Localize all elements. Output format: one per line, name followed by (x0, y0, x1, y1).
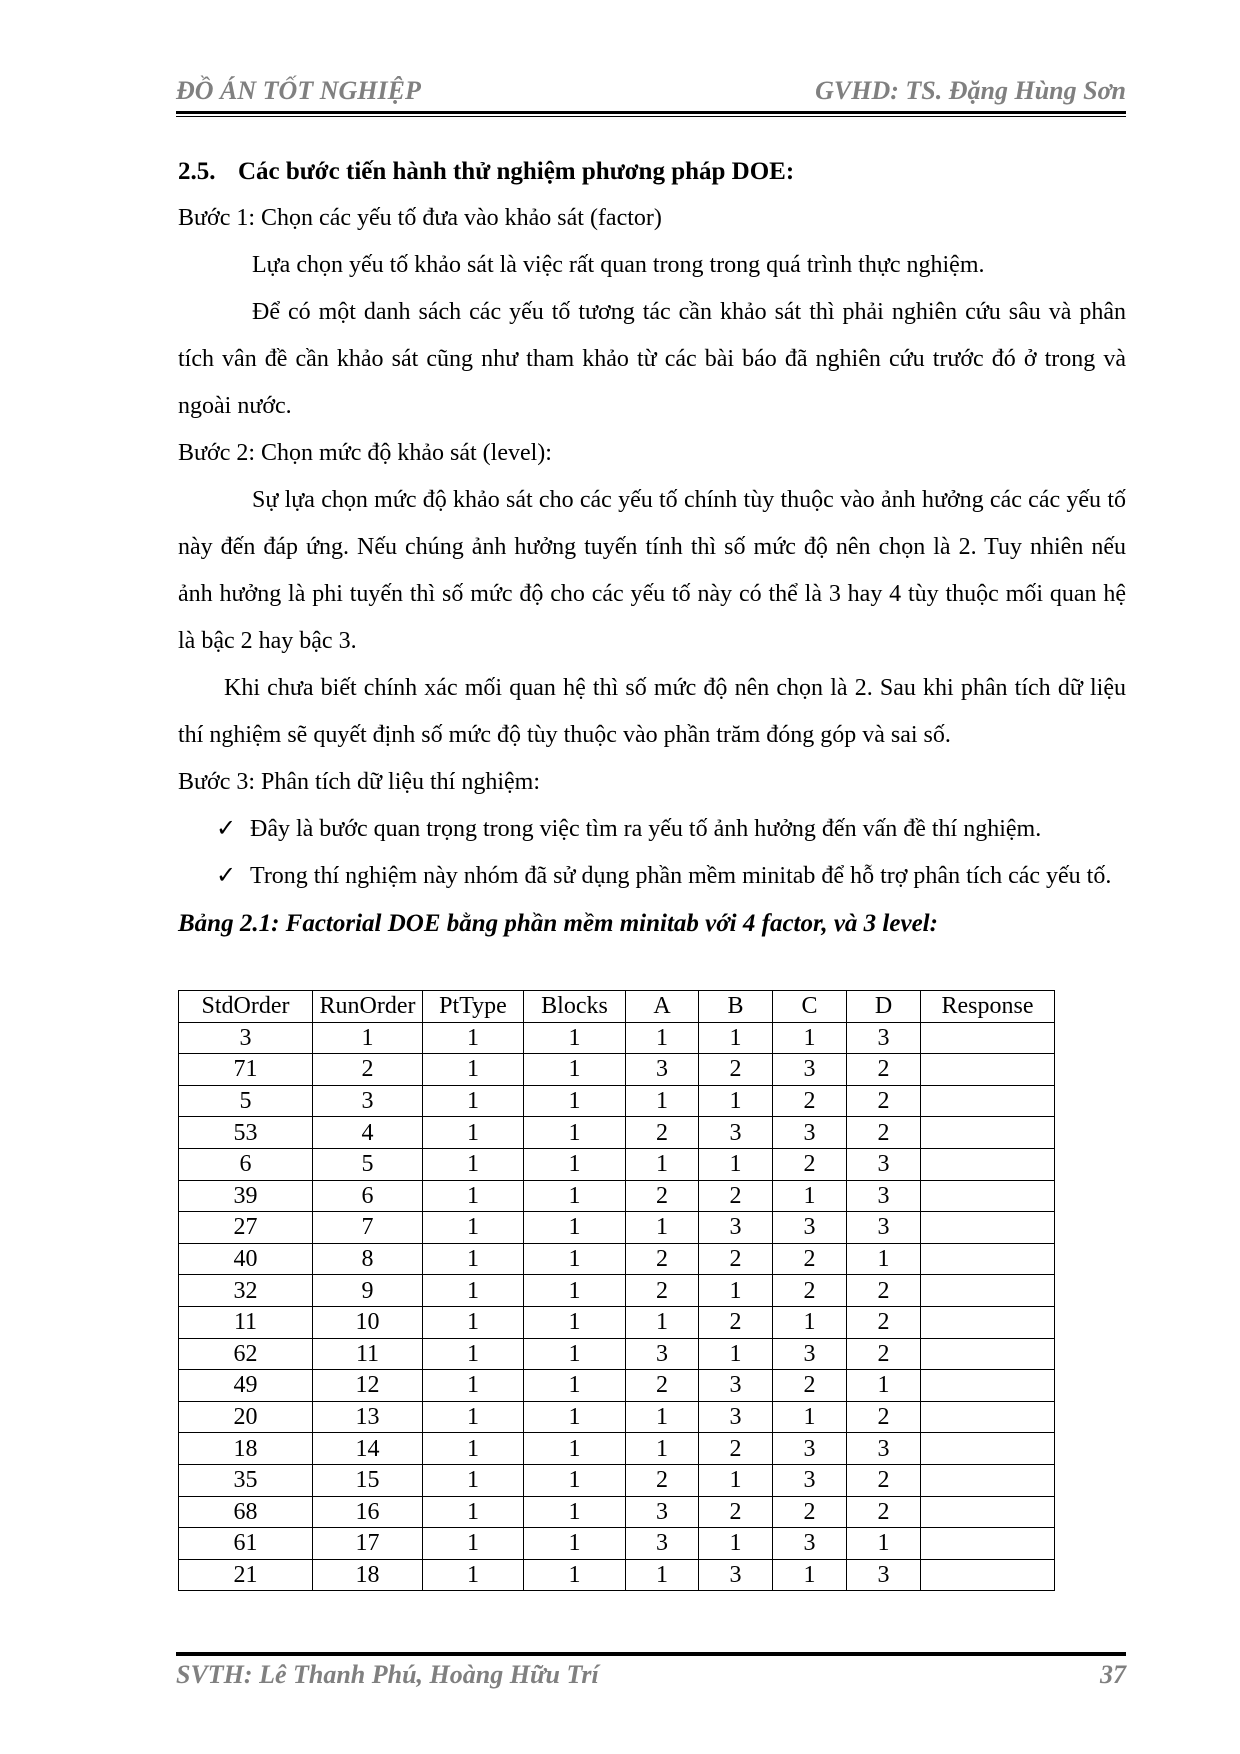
section-number: 2.5. (178, 158, 216, 185)
table-cell: 2 (699, 1433, 773, 1465)
table-cell: 1 (524, 1559, 626, 1591)
table-cell: 1 (423, 1338, 524, 1370)
table-cell (921, 1117, 1055, 1149)
table-cell: 3 (773, 1338, 847, 1370)
table-cell: 3 (773, 1528, 847, 1560)
table-cell: 3 (847, 1022, 921, 1054)
table-cell: 13 (313, 1401, 423, 1433)
table-cell: 1 (699, 1148, 773, 1180)
table-cell (921, 1180, 1055, 1212)
table-row (179, 1559, 1055, 1591)
table-row (179, 1528, 1055, 1560)
table-caption: Bảng 2.1: Factorial DOE bằng phần mềm minitab với 4 factor, và 3 level: (178, 910, 938, 937)
header-divider-thin (176, 116, 1126, 117)
table-cell: 1 (847, 1370, 921, 1402)
step-2-heading: Bước 2: Chọn mức độ khảo sát (level): (178, 440, 552, 466)
table-cell: 1 (699, 1338, 773, 1370)
table-cell: 1 (524, 1117, 626, 1149)
table-cell: 1 (524, 1022, 626, 1054)
table-cell: 53 (179, 1117, 313, 1149)
table-cell: 1 (524, 1243, 626, 1275)
table-cell: 2 (773, 1085, 847, 1117)
table-cell: 12 (313, 1370, 423, 1402)
table-cell: 1 (423, 1212, 524, 1244)
table-cell: 3 (773, 1117, 847, 1149)
table-cell (921, 1401, 1055, 1433)
table-cell: 1 (699, 1275, 773, 1307)
table-cell: 1 (699, 1464, 773, 1496)
header-thesis-label: ĐỒ ÁN TỐT NGHIỆP (176, 76, 421, 105)
step-1-heading: Bước 1: Chọn các yếu tố đưa vào khảo sát (factor) (178, 205, 662, 231)
table-cell: 1 (423, 1464, 524, 1496)
table-row (179, 1180, 1055, 1212)
table-cell: 21 (179, 1559, 313, 1591)
table-cell: 20 (179, 1401, 313, 1433)
page-header (176, 70, 1126, 114)
table-cell: 3 (773, 1464, 847, 1496)
table-cell: 1 (524, 1496, 626, 1528)
table-cell: 1 (773, 1306, 847, 1338)
table-cell: 3 (699, 1117, 773, 1149)
table-cell: 1 (423, 1243, 524, 1275)
table-cell: 32 (179, 1275, 313, 1307)
table-row (179, 1054, 1055, 1086)
table-row (179, 1464, 1055, 1496)
table-cell: 1 (847, 1243, 921, 1275)
table-cell: 7 (313, 1212, 423, 1244)
table-cell (921, 1212, 1055, 1244)
table-cell (921, 1464, 1055, 1496)
table-cell: 1 (423, 1559, 524, 1591)
bullet-text-2: Trong thí nghiệm này nhóm đã sử dụng phần mềm minitab để hỗ trợ phân tích các yếu tố. (250, 863, 1112, 889)
page-footer (176, 1658, 1126, 1702)
table-row (179, 1212, 1055, 1244)
table-cell: 18 (313, 1559, 423, 1591)
table-cell: 6 (179, 1148, 313, 1180)
table-cell (921, 1370, 1055, 1402)
table-cell: 2 (626, 1464, 699, 1496)
table-cell: 1 (423, 1528, 524, 1560)
section-heading (178, 148, 1126, 195)
header-divider (176, 111, 1126, 114)
table-cell: 8 (313, 1243, 423, 1275)
table-cell: 3 (847, 1148, 921, 1180)
table-cell: 1 (524, 1433, 626, 1465)
table-cell: 3 (626, 1054, 699, 1086)
table-cell: 61 (179, 1528, 313, 1560)
table-cell (921, 1148, 1055, 1180)
table-cell: 71 (179, 1054, 313, 1086)
table-cell: 14 (313, 1433, 423, 1465)
table-cell: 1 (423, 1401, 524, 1433)
table-cell: 1 (524, 1148, 626, 1180)
col-header: StdOrder (179, 991, 313, 1023)
table-row (179, 1401, 1055, 1433)
table-cell: 3 (626, 1528, 699, 1560)
table-cell: 3 (847, 1180, 921, 1212)
table-cell: 1 (524, 1275, 626, 1307)
section-title: Các bước tiến hành thử nghiệm phương pháp DOE: (238, 158, 795, 185)
col-header: RunOrder (313, 991, 423, 1023)
table-cell: 1 (524, 1306, 626, 1338)
table-cell: 16 (313, 1496, 423, 1528)
table-cell: 35 (179, 1464, 313, 1496)
table-row (179, 1338, 1055, 1370)
table-cell: 3 (699, 1401, 773, 1433)
paragraph-3: Sự lựa chọn mức độ khảo sát cho các yếu tố chính tùy thuộc vào ảnh hưởng các các yếu tố này đến đáp ứng. Nếu chúng ảnh hưởng tuyến tính thì số mức độ nên chọn là 2. Tuy nhiên nếu ảnh hưởng là phi tuyến thì số mức độ cho các yếu tố này có thể là 3 hay 4 tùy thuộc mối quan hệ là bậc 2 hay bậc 3. (178, 487, 1126, 654)
table-cell: 1 (626, 1085, 699, 1117)
table-cell: 1 (773, 1559, 847, 1591)
col-header: A (626, 991, 699, 1023)
table-cell: 2 (699, 1306, 773, 1338)
table-row (179, 1433, 1055, 1465)
table-cell: 1 (699, 1528, 773, 1560)
table-cell: 2 (626, 1370, 699, 1402)
table-cell: 1 (423, 1275, 524, 1307)
table-cell: 1 (626, 1148, 699, 1180)
table-cell: 1 (524, 1401, 626, 1433)
table-cell: 1 (423, 1117, 524, 1149)
table-cell: 3 (773, 1212, 847, 1244)
table-cell: 1 (423, 1306, 524, 1338)
table-cell (921, 1433, 1055, 1465)
table-cell: 2 (773, 1496, 847, 1528)
table-cell: 2 (699, 1243, 773, 1275)
table-cell: 3 (773, 1054, 847, 1086)
col-header: B (699, 991, 773, 1023)
table-cell: 2 (699, 1180, 773, 1212)
table-cell (921, 1559, 1055, 1591)
col-header: Blocks (524, 991, 626, 1023)
table-row (179, 1370, 1055, 1402)
header-advisor: GVHD: TS. Đặng Hùng Sơn (815, 76, 1126, 105)
table-cell: 40 (179, 1243, 313, 1275)
table-cell: 2 (847, 1117, 921, 1149)
table-cell: 1 (423, 1433, 524, 1465)
table-cell: 2 (773, 1370, 847, 1402)
table-cell: 1 (313, 1022, 423, 1054)
bullet-item-2 (178, 853, 1126, 900)
table-cell: 1 (524, 1338, 626, 1370)
table-cell (921, 1306, 1055, 1338)
table-cell: 1 (626, 1559, 699, 1591)
table-cell: 2 (626, 1275, 699, 1307)
table-cell: 11 (313, 1338, 423, 1370)
footer-divider (176, 1652, 1126, 1656)
table-cell: 1 (423, 1180, 524, 1212)
table-cell: 1 (626, 1306, 699, 1338)
table-row (179, 1085, 1055, 1117)
table-cell: 1 (626, 1401, 699, 1433)
table-header-row (179, 991, 1055, 1023)
table-cell: 68 (179, 1496, 313, 1528)
table-cell: 1 (699, 1022, 773, 1054)
table-row (179, 1306, 1055, 1338)
table-row (179, 1148, 1055, 1180)
col-header: Response (921, 991, 1055, 1023)
table-row (179, 1243, 1055, 1275)
table-cell: 5 (313, 1148, 423, 1180)
bullet-item-1 (178, 806, 1126, 853)
table-cell: 3 (626, 1338, 699, 1370)
footer-students: SVTH: Lê Thanh Phú, Hoàng Hữu Trí (176, 1660, 599, 1689)
table-cell (921, 1054, 1055, 1086)
page-number: 37 (1100, 1660, 1126, 1689)
table-cell: 4 (313, 1117, 423, 1149)
table-cell: 1 (699, 1085, 773, 1117)
doe-table (178, 990, 1055, 1591)
table-cell: 2 (626, 1243, 699, 1275)
table-cell: 9 (313, 1275, 423, 1307)
table-cell (921, 1338, 1055, 1370)
table-cell: 1 (423, 1054, 524, 1086)
table-cell: 3 (699, 1370, 773, 1402)
table-body (179, 1022, 1055, 1591)
checkmark-icon: ✓ (216, 816, 237, 842)
step-3-heading: Bước 3: Phân tích dữ liệu thí nghiệm: (178, 769, 541, 795)
table-cell: 2 (847, 1338, 921, 1370)
table-cell: 62 (179, 1338, 313, 1370)
table-cell: 18 (179, 1433, 313, 1465)
table-cell (921, 1243, 1055, 1275)
table-cell: 1 (423, 1148, 524, 1180)
table-cell: 2 (847, 1496, 921, 1528)
table-cell: 2 (847, 1306, 921, 1338)
table-cell (921, 1085, 1055, 1117)
table-row (179, 1117, 1055, 1149)
table-cell: 3 (179, 1022, 313, 1054)
table-cell: 2 (773, 1275, 847, 1307)
table-cell: 1 (524, 1180, 626, 1212)
bullet-text-1: Đây là bước quan trọng trong việc tìm ra yếu tố ảnh hưởng đến vấn đề thí nghiệm. (250, 816, 1042, 842)
table-cell: 1 (524, 1528, 626, 1560)
table-cell: 1 (773, 1022, 847, 1054)
col-header: PtType (423, 991, 524, 1023)
table-cell: 3 (847, 1433, 921, 1465)
table-cell: 5 (179, 1085, 313, 1117)
table-cell: 1 (524, 1370, 626, 1402)
table-cell: 17 (313, 1528, 423, 1560)
table-cell: 2 (773, 1243, 847, 1275)
table-cell: 1 (773, 1180, 847, 1212)
table-cell: 2 (773, 1148, 847, 1180)
table-cell: 2 (847, 1401, 921, 1433)
table-cell: 1 (524, 1212, 626, 1244)
table-cell: 10 (313, 1306, 423, 1338)
table-cell: 3 (847, 1212, 921, 1244)
table-cell: 39 (179, 1180, 313, 1212)
table-cell: 11 (179, 1306, 313, 1338)
table-cell: 2 (847, 1275, 921, 1307)
table-cell: 6 (313, 1180, 423, 1212)
table-cell: 3 (626, 1496, 699, 1528)
table-cell: 1 (847, 1528, 921, 1560)
table-cell: 2 (699, 1054, 773, 1086)
table-row (179, 1275, 1055, 1307)
table-cell: 1 (626, 1433, 699, 1465)
paragraph-4: Khi chưa biết chính xác mối quan hệ thì số mức độ nên chọn là 2. Sau khi phân tích dữ liệu thí nghiệm sẽ quyết định số mức độ tùy thuộc vào phần trăm đóng góp và sai số. (178, 675, 1126, 748)
table-cell: 3 (773, 1433, 847, 1465)
table-cell: 3 (313, 1085, 423, 1117)
table-cell: 2 (847, 1085, 921, 1117)
table-cell: 27 (179, 1212, 313, 1244)
table-cell: 1 (423, 1022, 524, 1054)
table-cell: 1 (773, 1401, 847, 1433)
col-header: D (847, 991, 921, 1023)
table-cell: 1 (524, 1054, 626, 1086)
table-cell: 1 (626, 1212, 699, 1244)
table-cell: 1 (524, 1085, 626, 1117)
page-body (178, 148, 1126, 947)
table-cell: 49 (179, 1370, 313, 1402)
table-cell: 1 (626, 1022, 699, 1054)
checkmark-icon: ✓ (216, 863, 237, 889)
table-cell (921, 1528, 1055, 1560)
table-cell: 15 (313, 1464, 423, 1496)
table-cell: 3 (847, 1559, 921, 1591)
paragraph-1: Lựa chọn yếu tố khảo sát là việc rất quan trong trong quá trình thực nghiệm. (252, 252, 985, 278)
table-row (179, 1496, 1055, 1528)
table-cell: 3 (699, 1212, 773, 1244)
table-cell: 2 (699, 1496, 773, 1528)
table-cell: 2 (626, 1117, 699, 1149)
table-cell (921, 1496, 1055, 1528)
table-cell: 1 (524, 1464, 626, 1496)
table-cell: 3 (699, 1559, 773, 1591)
table-cell: 2 (847, 1054, 921, 1086)
col-header: C (773, 991, 847, 1023)
table-cell: 1 (423, 1085, 524, 1117)
table-cell: 1 (423, 1496, 524, 1528)
table-cell: 2 (313, 1054, 423, 1086)
table-row (179, 1022, 1055, 1054)
table-cell: 2 (626, 1180, 699, 1212)
table-cell (921, 1275, 1055, 1307)
table-cell (921, 1022, 1055, 1054)
table-cell: 1 (423, 1370, 524, 1402)
paragraph-2: Để có một danh sách các yếu tố tương tác cần khảo sát thì phải nghiên cứu sâu và phân tích vân đề cần khảo sát cũng như tham khảo từ các bài báo đã nghiên cứu trước đó ở trong và ngoài nước. (178, 299, 1126, 419)
table-cell: 2 (847, 1464, 921, 1496)
